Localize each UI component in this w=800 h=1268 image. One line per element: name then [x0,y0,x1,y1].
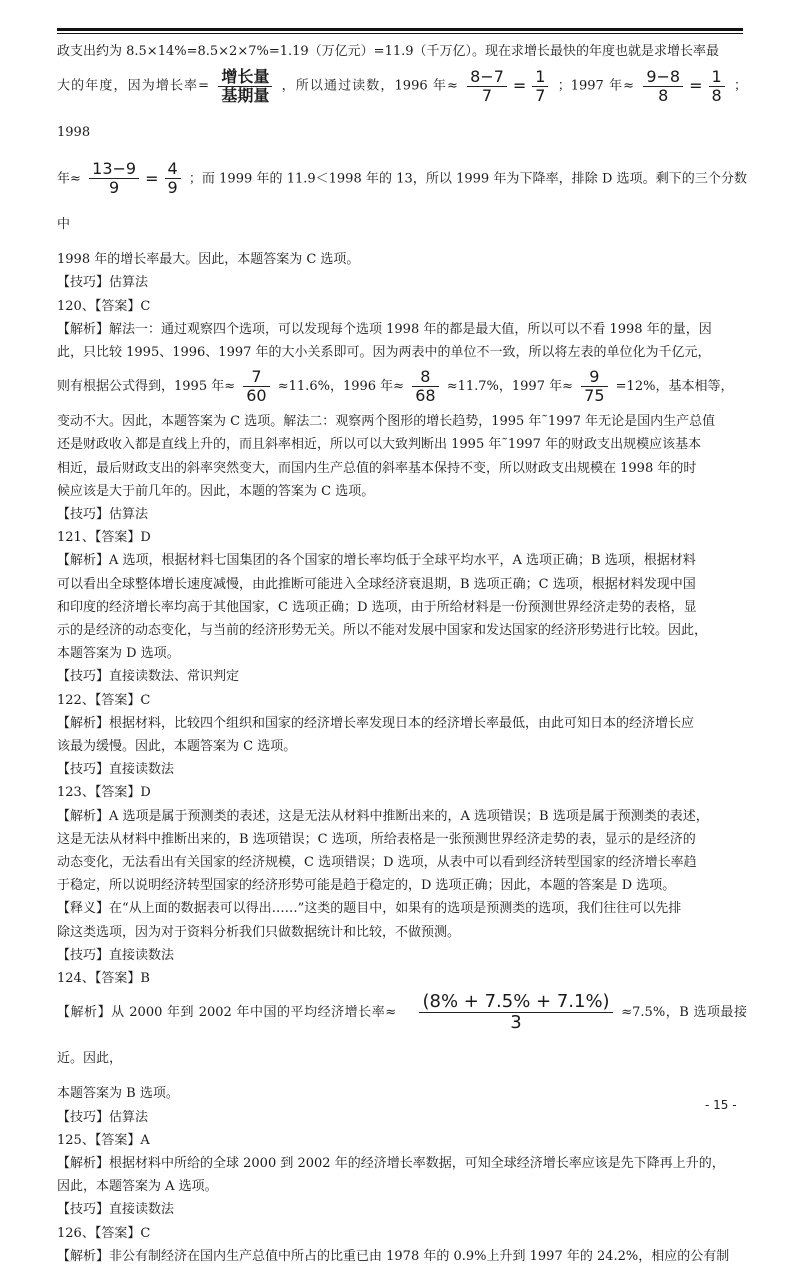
page-number: - 15 - [705,1098,737,1112]
fraction-growth-rate [218,68,272,105]
fraction-denominator: 8 [711,85,722,105]
fraction-denominator: 3 [510,1012,522,1034]
fraction-denominator: 68 [415,386,436,406]
text-segment: ≈11.7%，1997 年≈ [446,379,574,395]
text-line: 和印度的经济增长率均高于其他国家，C 选项正确；D 选项，由于所给材料是一份预测世界经济走势的表格，显 [57,599,697,615]
text-line: 【解析】A 选项是属于预测类的表述，这是无法从材料中推断出来的，A 选项错误；B 选项是属于预测类的表述， [57,808,709,824]
fraction-denominator: 75 [584,386,605,406]
text-line: 此，只比较 1995、1996、1997 年的大小关系即可。因为两表中的单位不一致，所以将左表的单位化为千亿元， [57,345,711,361]
formula-line [57,990,747,1082]
answer-line: 120、【答案】C [57,298,151,314]
header-rule-thin [57,33,743,34]
tip-line: 【技巧】直接读数法、常识判定 [57,669,240,685]
text-line: 【解析】非公有制经济在国内生产总值中所占的比重已由 1978 年的 0.9%上升到 1997 年的 24.2%，相应的公有制 [57,1248,730,1264]
text-line: 于稳定，所以说明经济转型国家的经济形势可能是趋于稳定的，D 选项正确；因此，本题的答案是 D 选项。 [57,878,676,894]
text-line: 【解析】根据材料中所给的全球 2000 到 2002 年的经济增长率数据，可知全球经济增长率应该是先下降再上升的， [57,1155,725,1171]
text-line: 候应该是大于前几年的。因此，本题的答案为 C 选项。 [57,483,375,499]
text-segment: ；1997 年≈ [557,78,635,94]
fraction-numerator: 9 [581,368,607,387]
text-line: 除这类选项，因为对于资料分析我们只做数据统计和比较，不做预测。 [57,924,461,940]
text-line: 【解析】解法一：通过观察四个选项，可以发现每个选项 1998 年的都是最大值，所以可以不看 1998 年的量，因 [57,321,712,337]
text-line: 动态变化，无法看出有关国家的经济规模，C 选项错误；D 选项，从表中可以看到经济转型国家的经济增长率趋 [57,855,697,871]
fraction-1998 [89,160,139,197]
answer-line: 125、【答案】A [57,1132,150,1148]
text-segment: ；1998 [57,78,747,140]
fraction-numerator: 4 [165,160,181,179]
text-line: 【解析】A 选项，根据材料七国集团的各个国家的增长率均低于全球平均水平，A 选项正确；B 选项，根据材料 [57,553,696,569]
fraction-numerator: 7 [243,368,269,387]
fraction-1997 [643,68,683,105]
formula-line [57,156,747,249]
text-line: 这是无法从材料中推断出来的，B 选项错误；C 选项，所给表格是一张预测世界经济走势的表，显示的是经济的 [57,831,696,847]
equals-sign: = [145,168,159,188]
tip-line: 【技巧】直接读数法 [57,762,175,778]
answer-line: 124、【答案】B [57,971,150,987]
fraction-numerator: 8−7 [467,68,507,87]
header-rule-thick [57,28,743,31]
answer-line: 123、【答案】D [57,785,151,801]
text-segment: ≈11.6%，1996 年≈ [277,379,405,395]
text-line: 变动不大。因此，本题答案为 C 选项。解法二：观察两个图形的增长趋势，1995 年˜1997 年无论是国内生产总值 [57,414,716,430]
text-line: 可以看出全球整体增长速度减慢，由此推断可能进入全球经济衰退期，B 选项正确；C 选项，根据材料发现中国 [57,576,696,592]
fraction-numerator: 1 [532,68,548,87]
fraction-numerator: 1 [709,68,725,87]
fraction-denominator: 60 [246,386,267,406]
text-segment: 则有根据公式得到，1995 年≈ [57,379,236,395]
fraction-denominator: 9 [167,178,178,198]
text-line: 政支出约为 8.5×14%=8.5×2×7%=1.19（万亿元）=11.9（千万亿）。现在求增长最快的年度也就是求增长率最 [57,44,720,59]
fraction-1996 [467,68,507,105]
text-segment: ；而 1999 年的 11.9＜1998 年的 13，所以 1999 年为下降率，排除 D 选项。剩下的三个分数中 [57,171,747,233]
tip-line: 【技巧】直接读数法 [57,1202,175,1218]
text-line: 1998 年的增长率最大。因此，本题答案为 C 选项。 [57,252,360,268]
fraction-1997-result [709,68,725,105]
fraction-1996-result [532,68,548,105]
text-line: 示的是经济的动态变化，与当前的经济形势无关。所以不能对发展中国家和发达国家的经济形势进行比较。因此， [57,623,708,639]
text-line: 本题答案为 B 选项。 [57,1086,179,1102]
fraction-denominator: 9 [109,178,120,198]
fraction-numerator: 增长量 [218,68,272,87]
fraction-numerator: 8 [412,368,438,387]
answer-line: 121、【答案】D [57,530,151,546]
fraction-numerator: 13−9 [89,160,139,179]
fraction-denominator: 7 [535,85,546,105]
text-line: 还是财政收入都是直线上升的，而且斜率相近，所以可以大致判断出 1995 年˜1997 年的财政支出规模应该基本 [57,437,702,453]
equals-sign: = [689,76,703,96]
formula-line [57,364,747,410]
fraction-numerator: (8% + 7.5% + 7.1%) [419,992,612,1013]
formula-line [57,63,747,156]
fraction-denominator: 基期量 [221,85,270,105]
answer-line: 122、【答案】C [57,692,151,708]
text-segment: 年≈ [57,171,81,187]
fraction-1998-result [165,160,181,197]
tip-line: 【技巧】估算法 [57,275,149,291]
fraction-denominator: 8 [658,85,669,105]
text-line: 【解析】根据材料，比较四个组织和国家的经济增长率发现日本的经济增长率最低，由此可知日本的经济增长应 [57,715,695,731]
fraction-numerator: 9−8 [643,68,683,87]
fraction-1997-ratio [581,368,607,405]
fraction-denominator: 7 [481,85,493,105]
fraction-1996-ratio [412,368,438,405]
text-line: 本题答案为 D 选项。 [57,646,180,662]
text-line: 【释义】在“从上面的数据表可以得出……”这类的题目中，如果有的选项是预测类的选项，我们往往可以先排 [57,901,682,917]
tip-line: 【技巧】估算法 [57,507,149,523]
text-segment: =12%，基本相等， [615,379,734,395]
fraction-average-growth [419,992,612,1033]
equals-sign: = [512,76,527,96]
text-segment: 【解析】从 2000 年到 2002 年中国的平均经济增长率≈ [57,1005,397,1021]
tip-line: 【技巧】估算法 [57,1109,149,1125]
text-line: 相近，最后财政支出的斜率突然变大，而国内生产总值的斜率基本保持不变，所以财政支出规模在 1998 年的时 [57,460,697,476]
text-segment: ≈7.5%，B 选项最接近。因此， [57,1005,748,1067]
text-segment: ，所以通过读数，1996 年≈ [281,78,458,94]
page-body [57,40,747,1268]
text-line: 该最为缓慢。因此，本题答案为 C 选项。 [57,739,297,755]
text-segment: 大的年度，因为增长率= [57,78,210,94]
text-line: 因此，本题答案为 A 选项。 [57,1179,218,1195]
tip-line: 【技巧】直接读数法 [57,947,175,963]
fraction-1995-ratio [243,368,269,405]
answer-line: 126、【答案】C [57,1225,151,1241]
